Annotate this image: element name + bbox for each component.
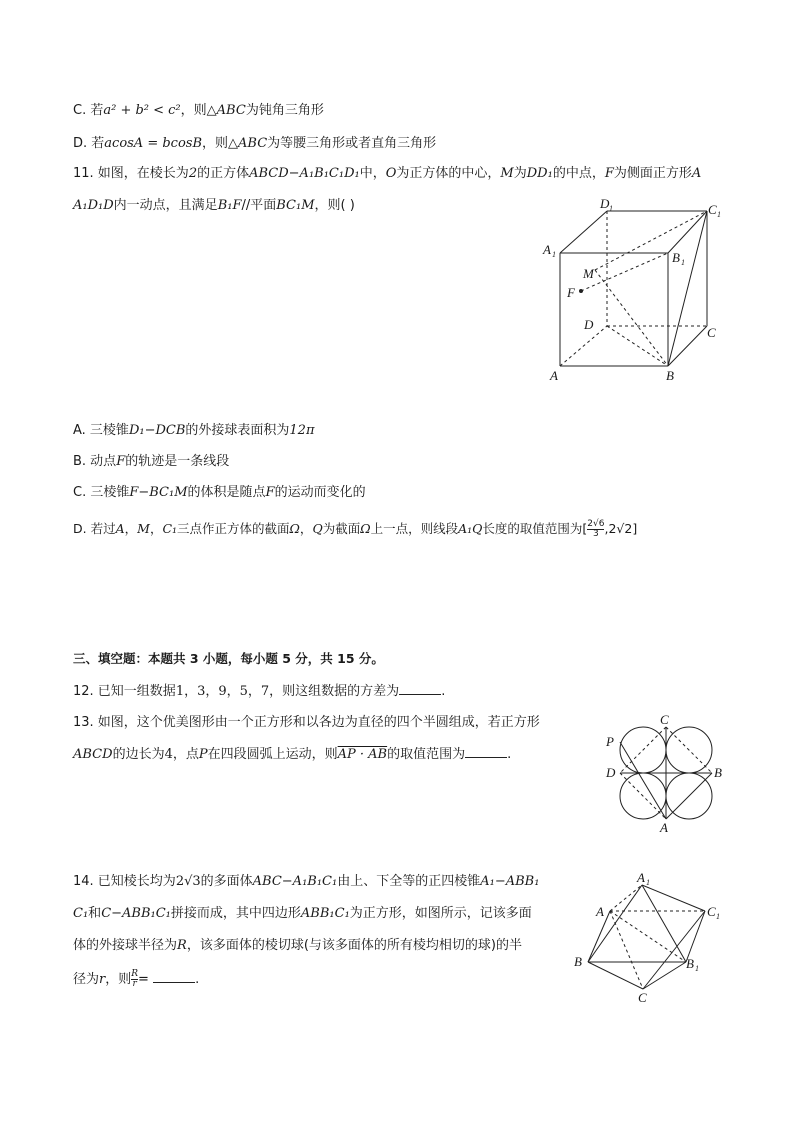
q11-option-d: D. 若过A，M，C₁三点作正方体的截面Ω，Q为截面Ω上一点，则线段A₁Q长度的取值范围为[ $\frac{2√6}{3}$ ,2√2] [73,519,638,539]
svg-text:1: 1 [609,204,613,213]
edge-AC [610,911,643,989]
svg-text:B: B [666,368,674,383]
edge-C1C [643,911,705,989]
math: acosA = bcosB [104,136,203,151]
svg-text:A: A [637,870,645,885]
svg-text:P: P [606,734,614,749]
edge-A1D1 [560,211,607,253]
edge-A1C1 [642,885,705,911]
svg-text:1: 1 [552,250,556,259]
svg-text:F: F [567,285,575,300]
svg-text:A: A [596,904,604,919]
edge-B1C1 [668,211,707,253]
edge-DB [607,326,668,366]
q13-line1: 13. 如图，这个优美图形由一个正方形和以各边为直径的四个半圆组成，若正方形 [73,715,540,730]
q11-option-a: A. 三棱锥D₁−DCB的外接球表面积为12π [73,423,315,438]
edge-B1C1 [686,911,705,962]
svg-text:1: 1 [717,210,721,219]
q10-option-c: C. 若a² + b² < c²，则△ABC为钝角三角形 [73,103,324,118]
section-title: 三、填空题：本题共 3 小题，每小题 5 分，共 15 分。 [73,651,384,666]
segment-FB1 [581,253,668,291]
fraction: $\frac{R}{r}$ [131,969,139,989]
q12: 12. 已知一组数据1，3，9，5，7，则这组数据的方差为 . [73,684,446,699]
svg-text:C: C [660,712,669,727]
segment-MB [595,270,668,366]
octahedron-figure [570,870,740,1005]
answer-blank[interactable] [465,745,507,758]
q10-option-d: D. 若acosA = bcosB，则△ABC为等腰三角形或者直角三角形 [73,136,437,151]
svg-text:C: C [707,904,716,919]
svg-text:A: A [660,820,668,835]
svg-text:C: C [638,990,647,1005]
svg-text:D: D [584,317,594,332]
answer-blank[interactable] [399,682,441,695]
segment-MC1 [595,211,707,270]
svg-text:C: C [707,325,716,340]
svg-text:B: B [672,250,680,265]
svg-text:B: B [574,954,582,969]
edge-AB1 [610,911,686,962]
q11-option-c: C. 三棱锥F−BC₁M的体积是随点F的运动而变化的 [73,485,366,500]
segment-AP [620,742,666,819]
q14-line4: 径为r，则 $\frac{R}{r}$ = . [73,969,200,989]
edge-A1B1 [642,885,686,962]
svg-text:A: A [550,368,558,383]
edge-BC [668,326,707,366]
answer-blank[interactable] [153,970,195,983]
svg-text:A: A [543,242,551,257]
cube-figure [536,196,736,386]
q11-stem-line2: A₁D₁D内一动点，且满足B₁F//平面BC₁M，则( ) [73,198,355,213]
math: a² + b² < c² [103,103,181,118]
point-F [579,289,583,293]
edge-AD [560,326,607,366]
edge-B1C [643,962,686,989]
q14-line3: 体的外接球半径为R，该多面体的棱切球(与该多面体的所有棱均相切的球)的半 [73,938,522,953]
svg-text:B: B [714,765,722,780]
edge-BC1 [668,211,707,366]
q14-line1: 14. 已知棱长均为2√3的多面体ABC−A₁B₁C₁由上、下全等的正四棱锥A₁−ABB₁ [73,874,540,889]
fraction: $\frac{2√6}{3}$ [587,519,605,539]
svg-text:1: 1 [681,258,685,267]
svg-text:B: B [686,956,694,971]
semicircle-square-figure [598,712,748,837]
q14-line2: C₁和C−ABB₁C₁拼接而成，其中四边形ABB₁C₁为正方形，如图所示，记该多面 [73,906,532,921]
svg-text:D: D [600,196,610,211]
svg-text:1: 1 [716,912,720,921]
q11-option-b: B. 动点F的轨迹是一条线段 [73,454,230,469]
edge-BC [588,962,643,989]
svg-text:1: 1 [695,964,699,973]
q13-line2: ABCD的边长为4，点P在四段圆弧上运动，则AP · AB的取值范围为 . [73,747,512,762]
svg-text:D: D [606,765,616,780]
svg-text:M: M [583,266,594,281]
svg-text:C: C [708,202,717,217]
q11-stem-line1: 11. 如图，在棱长为2的正方体ABCD−A₁B₁C₁D₁中，O为正方体的中心，M为DD₁的中点，F为侧面正方形A [73,166,702,181]
svg-text:1: 1 [646,878,650,887]
